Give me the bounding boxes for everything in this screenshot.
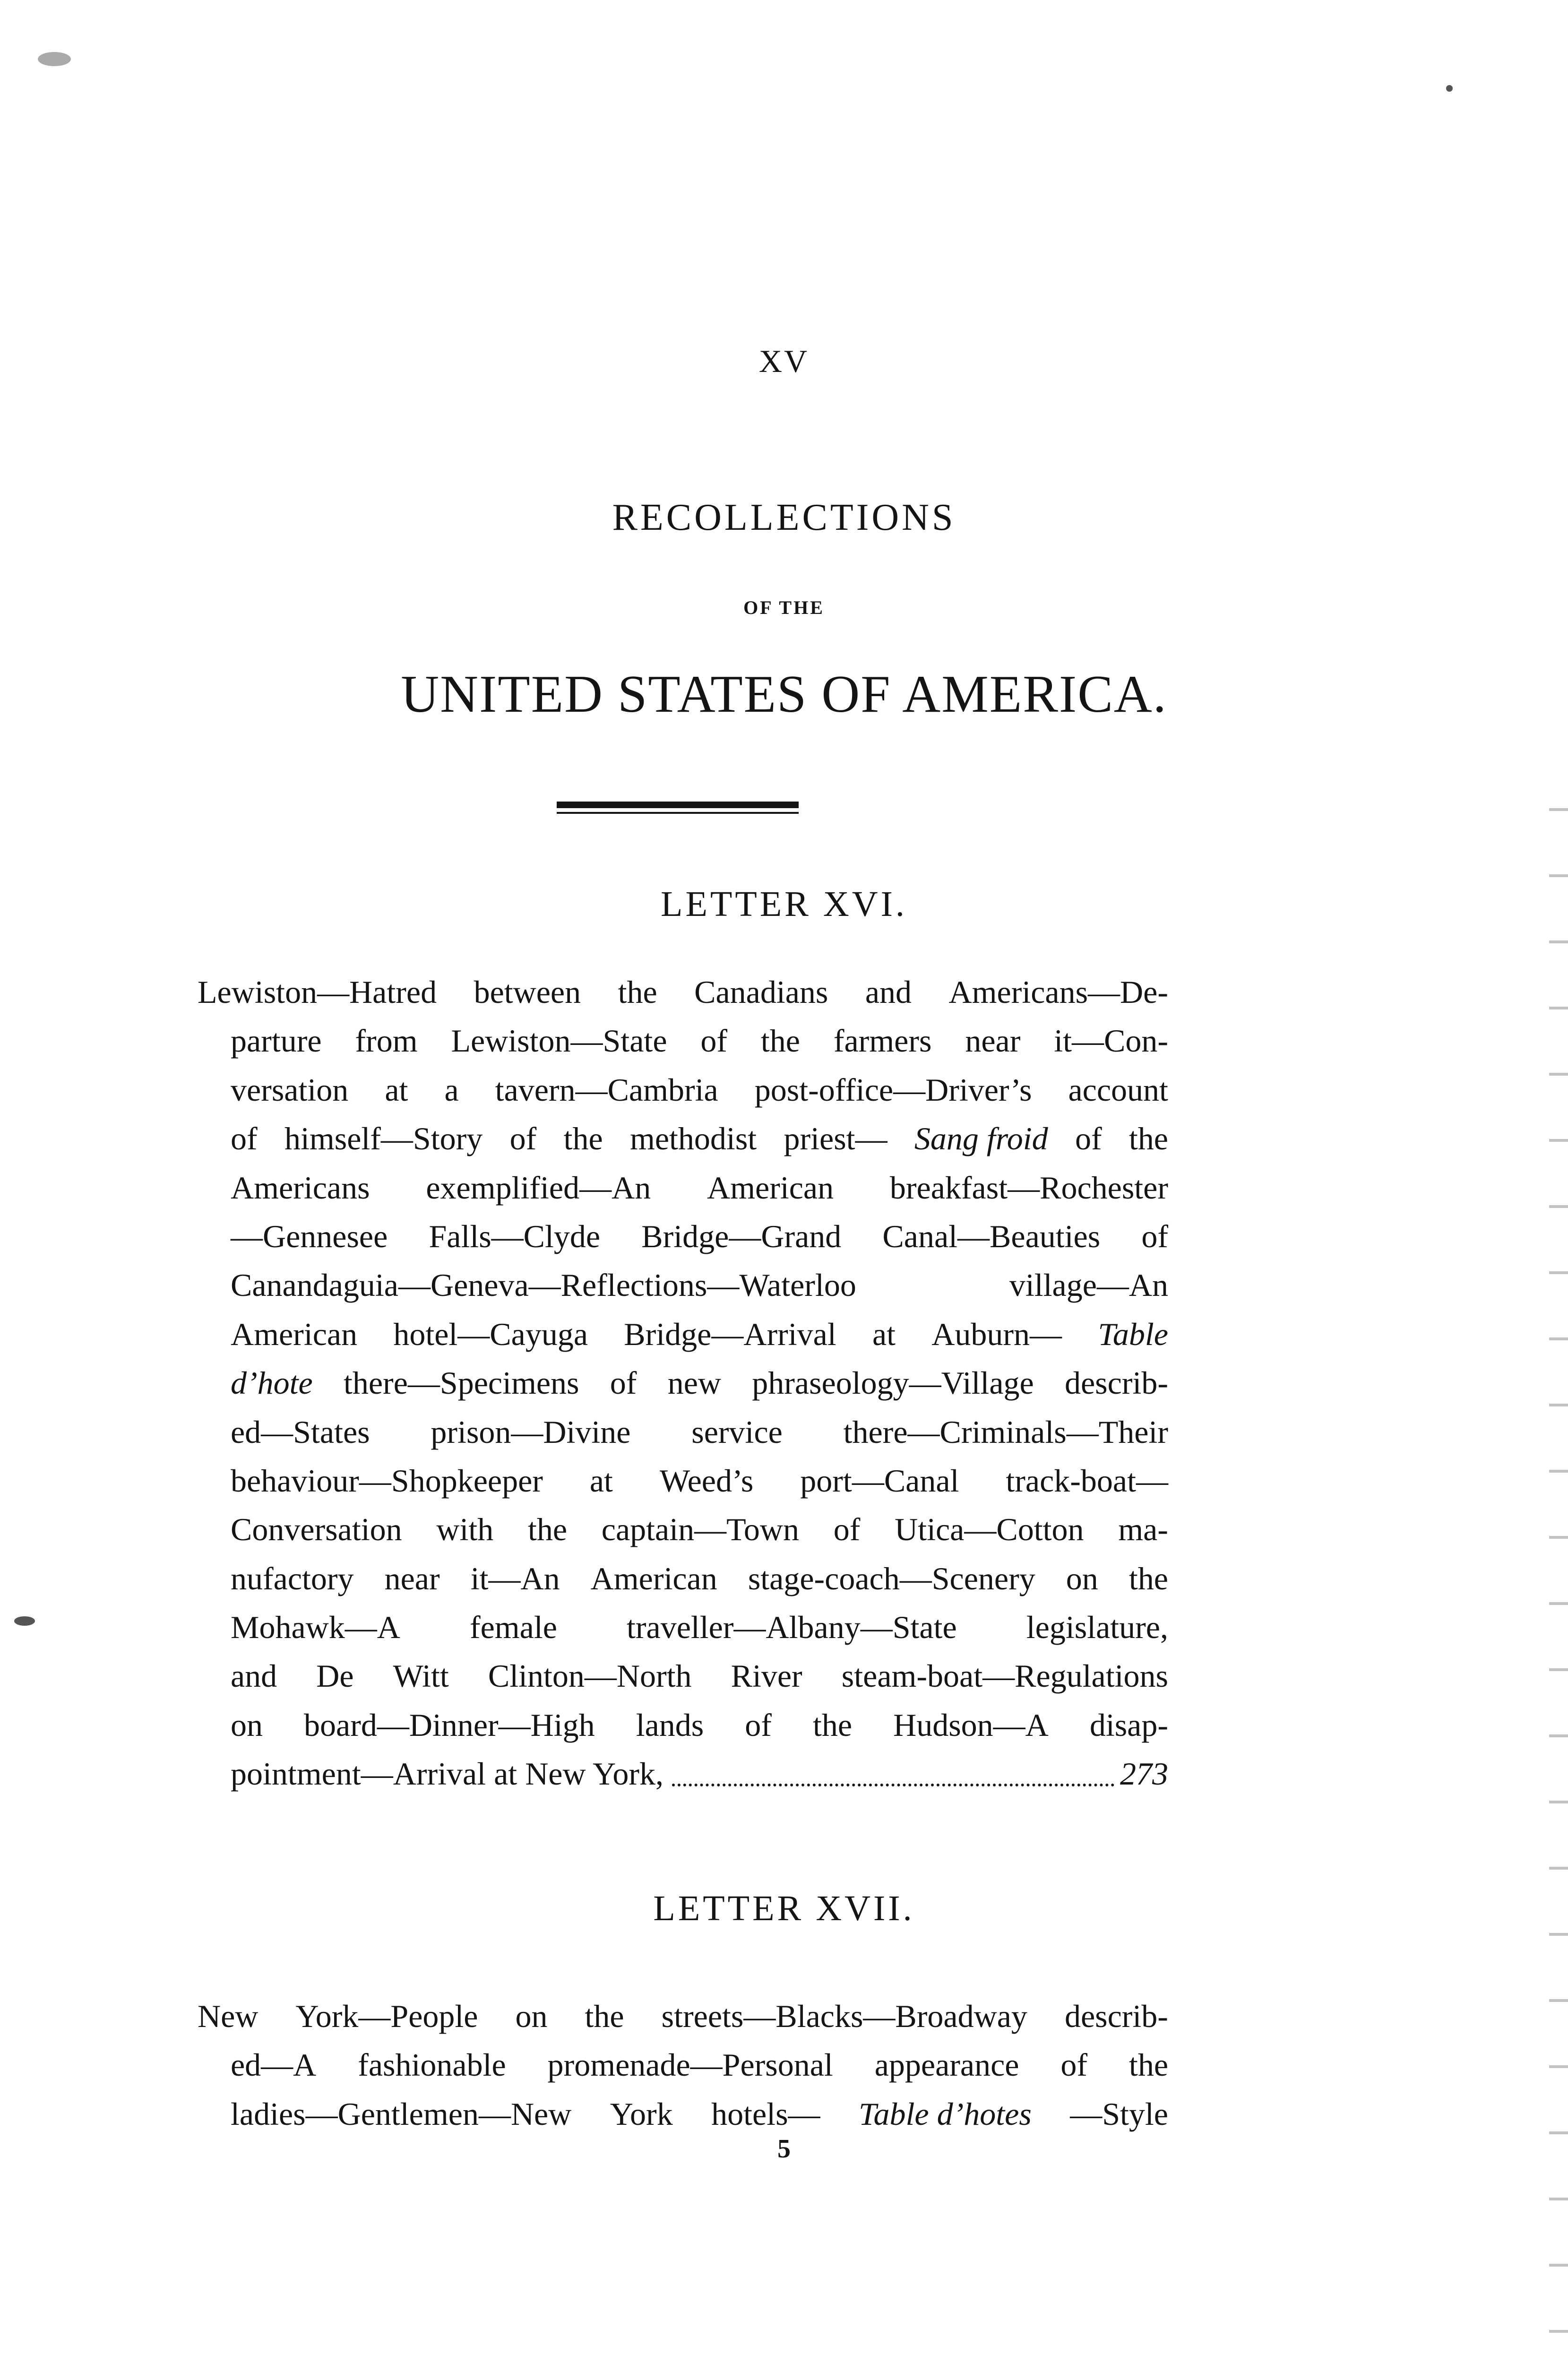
contents-word: between	[474, 974, 581, 1010]
contents-word: Auburn—	[931, 1316, 1062, 1352]
contents-word: Clinton—North	[488, 1658, 692, 1694]
contents-word: of	[1141, 1218, 1168, 1254]
contents-word: of	[1060, 2047, 1088, 2083]
contents-line	[198, 968, 1168, 1017]
contents-word: with	[436, 1511, 494, 1548]
contents-word: there—Specimens	[343, 1365, 579, 1401]
contents-line	[198, 1164, 1168, 1212]
contents-line	[198, 1652, 1168, 1700]
contents-word: steam-boat—Regulations	[841, 1658, 1168, 1694]
contents-word: the	[563, 1121, 603, 1157]
page-reference: 273	[1120, 1756, 1168, 1792]
contents-word: —Gennesee	[231, 1218, 388, 1254]
contents-word: of	[610, 1365, 637, 1401]
scan-speck	[38, 52, 71, 66]
contents-last-text: pointment—Arrival at New York,	[231, 1756, 664, 1792]
contents-word: there—Criminals—Their	[843, 1414, 1168, 1450]
contents-word: the	[1129, 1121, 1168, 1157]
contents-word: American	[707, 1169, 834, 1206]
contents-word: legislature,	[1026, 1609, 1168, 1646]
contents-word: on	[1066, 1560, 1098, 1596]
contents-word: describ-	[1064, 1365, 1168, 1401]
letter-heading: LETTER XVI.	[661, 884, 907, 924]
contents-line	[198, 1701, 1168, 1750]
contents-word: Lewiston—State	[451, 1023, 667, 1059]
contents-line	[198, 1017, 1168, 1065]
contents-word: of	[509, 1121, 537, 1157]
signature-mark: 5	[777, 2134, 791, 2164]
contents-word: Falls—Clyde	[429, 1218, 601, 1254]
contents-word: at	[385, 1071, 408, 1108]
scan-speck	[14, 1616, 35, 1626]
contents-word: it—Con-	[1054, 1023, 1168, 1059]
contents-word: of	[833, 1511, 861, 1548]
title-recollections: RECOLLECTIONS	[612, 497, 956, 538]
contents-word: Bridge—Arrival	[624, 1316, 836, 1352]
contents-word: methodist	[629, 1121, 757, 1157]
contents-word: near	[965, 1023, 1021, 1059]
contents-line	[198, 2090, 1168, 2139]
contents-word: female	[469, 1609, 557, 1646]
dot-leader	[672, 1784, 1114, 1786]
contents-word: track-boat—	[1006, 1462, 1168, 1499]
contents-word: tavern—Cambria	[495, 1071, 718, 1108]
contents-word: village—An	[1009, 1267, 1168, 1303]
letter-heading: LETTER XVII.	[653, 1889, 915, 1928]
contents-word: d’hote	[231, 1365, 313, 1401]
contents-line	[198, 1310, 1168, 1359]
contents-word: ed—A	[231, 2047, 317, 2083]
contents-word: the	[1129, 2047, 1168, 2083]
contents-word: stage-coach—Scenery	[748, 1560, 1035, 1596]
contents-word: Witt	[393, 1658, 449, 1694]
contents-word: Utica—Cotton	[895, 1511, 1084, 1548]
contents-word: American	[590, 1560, 717, 1596]
letter-contents-summary	[198, 968, 1168, 1799]
contents-word: at	[589, 1462, 613, 1499]
contents-word: hotels—	[711, 2096, 820, 2132]
contents-word: from	[355, 1023, 418, 1059]
contents-line	[198, 1603, 1168, 1652]
title-of-the: OF THE	[743, 597, 825, 618]
contents-word: American	[231, 1316, 358, 1352]
contents-word: fashionable	[358, 2047, 506, 2083]
contents-word: farmers	[833, 1023, 932, 1059]
scan-speck	[1446, 85, 1453, 92]
contents-word: priest—	[784, 1121, 887, 1157]
contents-word: disap-	[1089, 1707, 1168, 1743]
contents-word: and	[865, 974, 912, 1010]
contents-word: Americans—De-	[948, 974, 1168, 1010]
contents-word: account	[1068, 1071, 1168, 1108]
contents-word: breakfast—Rochester	[889, 1169, 1168, 1206]
contents-word: exemplified—An	[426, 1169, 651, 1206]
contents-line	[198, 1554, 1168, 1603]
contents-line	[198, 1212, 1168, 1261]
contents-word: Lewiston—Hatred	[198, 974, 437, 1010]
contents-word: nufactory	[231, 1560, 354, 1596]
contents-line	[198, 1408, 1168, 1457]
contents-line	[198, 2041, 1168, 2089]
contents-word: River	[731, 1658, 802, 1694]
contents-line	[198, 1992, 1168, 2041]
contents-word: De	[316, 1658, 354, 1694]
contents-word: captain—Town	[601, 1511, 799, 1548]
contents-word: ladies—Gentlemen—New	[231, 2096, 572, 2132]
contents-line	[198, 1359, 1168, 1407]
contents-word: streets—Blacks—Broadway	[661, 1998, 1027, 2034]
contents-word: behaviour—Shopkeeper	[231, 1462, 543, 1499]
contents-word: port—Canal	[800, 1462, 959, 1499]
title-united-states: UNITED STATES OF AMERICA.	[401, 665, 1167, 724]
contents-word: the	[812, 1707, 853, 1743]
contents-word: the	[760, 1023, 800, 1059]
contents-word: appearance	[874, 2047, 1019, 2083]
contents-word: of	[1075, 1121, 1102, 1157]
contents-word: board—Dinner—High	[304, 1707, 595, 1743]
contents-word: the	[527, 1511, 568, 1548]
contents-word: prison—Divine	[431, 1414, 631, 1450]
contents-word: ma-	[1118, 1511, 1168, 1548]
contents-word: Table	[1098, 1316, 1168, 1352]
contents-word: Americans	[231, 1169, 370, 1206]
contents-word: hotel—Cayuga	[393, 1316, 588, 1352]
contents-word: Canandaguia—Geneva—Reflections—Waterloo	[231, 1267, 856, 1303]
contents-word: of	[700, 1023, 728, 1059]
contents-word: and	[231, 1658, 277, 1694]
contents-word: Bridge—Grand	[641, 1218, 842, 1254]
contents-word: traveller—Albany—State	[627, 1609, 957, 1646]
contents-word: promenade—Personal	[547, 2047, 833, 2083]
contents-word: the	[618, 974, 657, 1010]
contents-line	[198, 1457, 1168, 1505]
contents-word: it—An	[470, 1560, 560, 1596]
double-rule-divider	[557, 799, 799, 815]
contents-line	[198, 1505, 1168, 1554]
contents-word: Hudson—A	[893, 1707, 1049, 1743]
letter-contents-summary	[198, 1992, 1168, 2139]
page-number: XV	[758, 343, 810, 379]
contents-word: York—People	[295, 1998, 478, 2034]
contents-word: service	[691, 1414, 783, 1450]
contents-word: of	[745, 1707, 772, 1743]
contents-word: Sang froid	[914, 1121, 1048, 1157]
contents-word: himself—Story	[284, 1121, 483, 1157]
contents-word: Conversation	[231, 1511, 402, 1548]
contents-word: Canadians	[694, 974, 828, 1010]
contents-line	[198, 1261, 1168, 1310]
contents-word: post-office—Driver’s	[754, 1071, 1032, 1108]
contents-word: new	[667, 1365, 721, 1401]
contents-word: describ-	[1064, 1998, 1168, 2034]
contents-word: at	[872, 1316, 896, 1352]
contents-line-last	[198, 1750, 1168, 1798]
contents-word: New	[198, 1998, 258, 2034]
contents-word: the	[585, 1998, 624, 2034]
contents-word: on	[515, 1998, 548, 2034]
contents-word: parture	[231, 1023, 322, 1059]
scan-edge-marks	[1549, 780, 1568, 2363]
contents-word: near	[384, 1560, 440, 1596]
contents-line	[198, 1114, 1168, 1163]
contents-word: York	[610, 2096, 673, 2132]
contents-word: Canal—Beauties	[882, 1218, 1101, 1254]
contents-word: versation	[231, 1071, 349, 1108]
contents-word: of	[231, 1121, 258, 1157]
contents-word: —Style	[1070, 2096, 1168, 2132]
contents-word: the	[1129, 1560, 1168, 1596]
contents-line	[198, 1066, 1168, 1114]
contents-word: lands	[636, 1707, 704, 1743]
contents-word: a	[444, 1071, 459, 1108]
contents-word: phraseology—Village	[752, 1365, 1034, 1401]
contents-word: ed—States	[231, 1414, 370, 1450]
contents-word: on	[231, 1707, 263, 1743]
contents-word: Mohawk—A	[231, 1609, 400, 1646]
contents-word: Table d’hotes	[858, 2096, 1032, 2132]
contents-word: Weed’s	[659, 1462, 754, 1499]
